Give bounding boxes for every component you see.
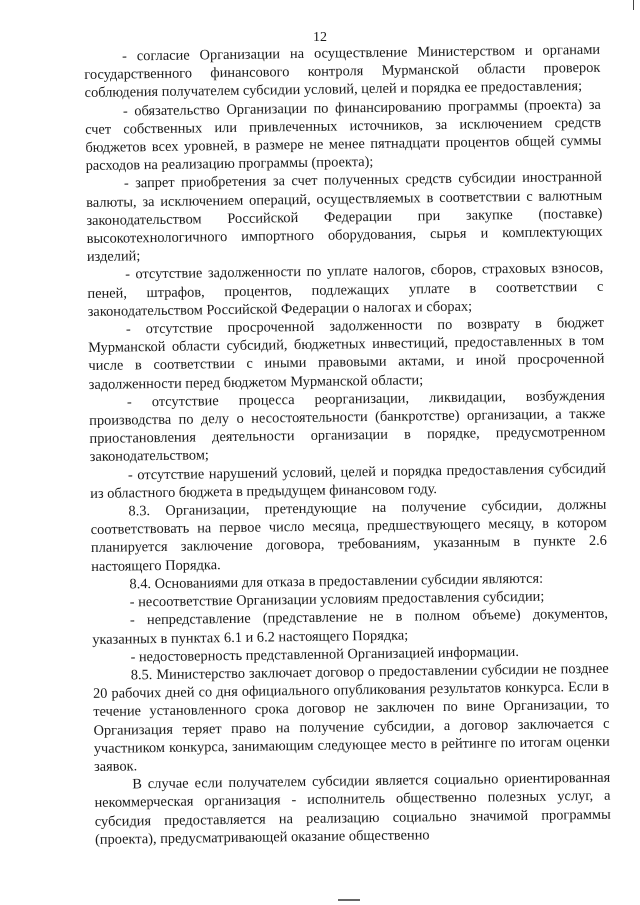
paragraph-8-3: 8.3. Организации, претендующие на получение субсидии, должны соответствовать на первое число месяца, предшествующего месяцу, в котором планируется заключение договора, требованиям, указанным в пункте 2.6 настоящего Порядка. bbox=[90, 496, 608, 575]
paragraph-refusal-2: - непредставление (представление не в полном объеме) документов, указанных в пунктах 6.1 и 6.2 настоящего Порядка; bbox=[92, 606, 609, 648]
paragraph-consent: - согласие Организации на осуществление Министерством и органами государственного финансового контроля Мурманской области проверок соблюдения получателем субсидии условий, целей и порядка ее предоставления; bbox=[84, 41, 601, 102]
paragraph-currency-ban: - запрет приобретения за счет полученных средств субсидии иностранной валюты, за исключением операций, осуществляемых в соответствии с валютным законодательством Российской Федерации при закупке (поставке) высокотехнологичного импортного оборудования, сырья и комплектующих изделий; bbox=[86, 169, 603, 266]
paragraph-8-4: 8.4. Основаниями для отказа в предоставлении субсидии являются: bbox=[129, 570, 544, 593]
document-body bbox=[84, 41, 611, 849]
paragraph-refusal-1: - несоответствие Организации условиям предоставления субсидии; bbox=[129, 588, 545, 611]
paragraph-8-5: 8.5. Министерство заключает договор о предоставлении субсидии не позднее 20 рабочих дней со дня официального опубликования результатов конкурса. Если в течение установленного срока договор не заключен по вине Организации, то Организация теряет право на получение субсидии, а договор заключается с участником конкурса, занимающим следующее место в рейтинге по итогам оценки заявок. bbox=[92, 660, 610, 775]
paragraph-refusal-3: - недостоверность представленной Организацией информации. bbox=[130, 643, 519, 666]
scan-artifact-bottom bbox=[338, 899, 360, 901]
paragraph-no-reorganization: - отсутствие процесса реорганизации, ликвидации, возбуждения производства по делу о несостоятельности (банкротстве) организации, а также приостановления деятельности организации в порядке, предусмотренном законодательством; bbox=[89, 387, 606, 466]
paragraph-financing-obligation: - обязательство Организации по финансированию программы (проекта) за счет собственных или привлеченных источников, за исключением средств бюджетов всех уровней, в размере не менее пятнадцати процентов общей суммы расходов на реализацию программы (проекта); bbox=[85, 96, 602, 175]
page-number: 12 bbox=[313, 30, 327, 45]
scan-artifact-top bbox=[633, 0, 634, 10]
paragraph-no-violations: - отсутствие нарушений условий, целей и порядка предоставления субсидий из областного бюджета в предыдущем финансовом году. bbox=[90, 460, 607, 502]
paragraph-socially-oriented: В случае если получателем субсидии является социально ориентированная некоммерческая организация - исполнитель общественно полезных услуг, а субсидия предоставляется на реализацию социально значимой программы (проекта), предусматривающей оказание общественно bbox=[94, 769, 611, 848]
paragraph-no-overdue-debt: - отсутствие просроченной задолженности по возврату в бюджет Мурманской области субсидий, бюджетных инвестиций, предоставленных в том числе в соответствии с иными правовыми актами, и иной просроченной задолженности перед бюджетом Мурманской области; bbox=[88, 314, 605, 393]
paragraph-no-tax-debt: - отсутствие задолженности по уплате налогов, сборов, страховых взносов, пеней, штрафов, процентов, подлежащих уплате в соответствии с законодательством Российской Федерации о налогах и сборах; bbox=[87, 260, 604, 320]
